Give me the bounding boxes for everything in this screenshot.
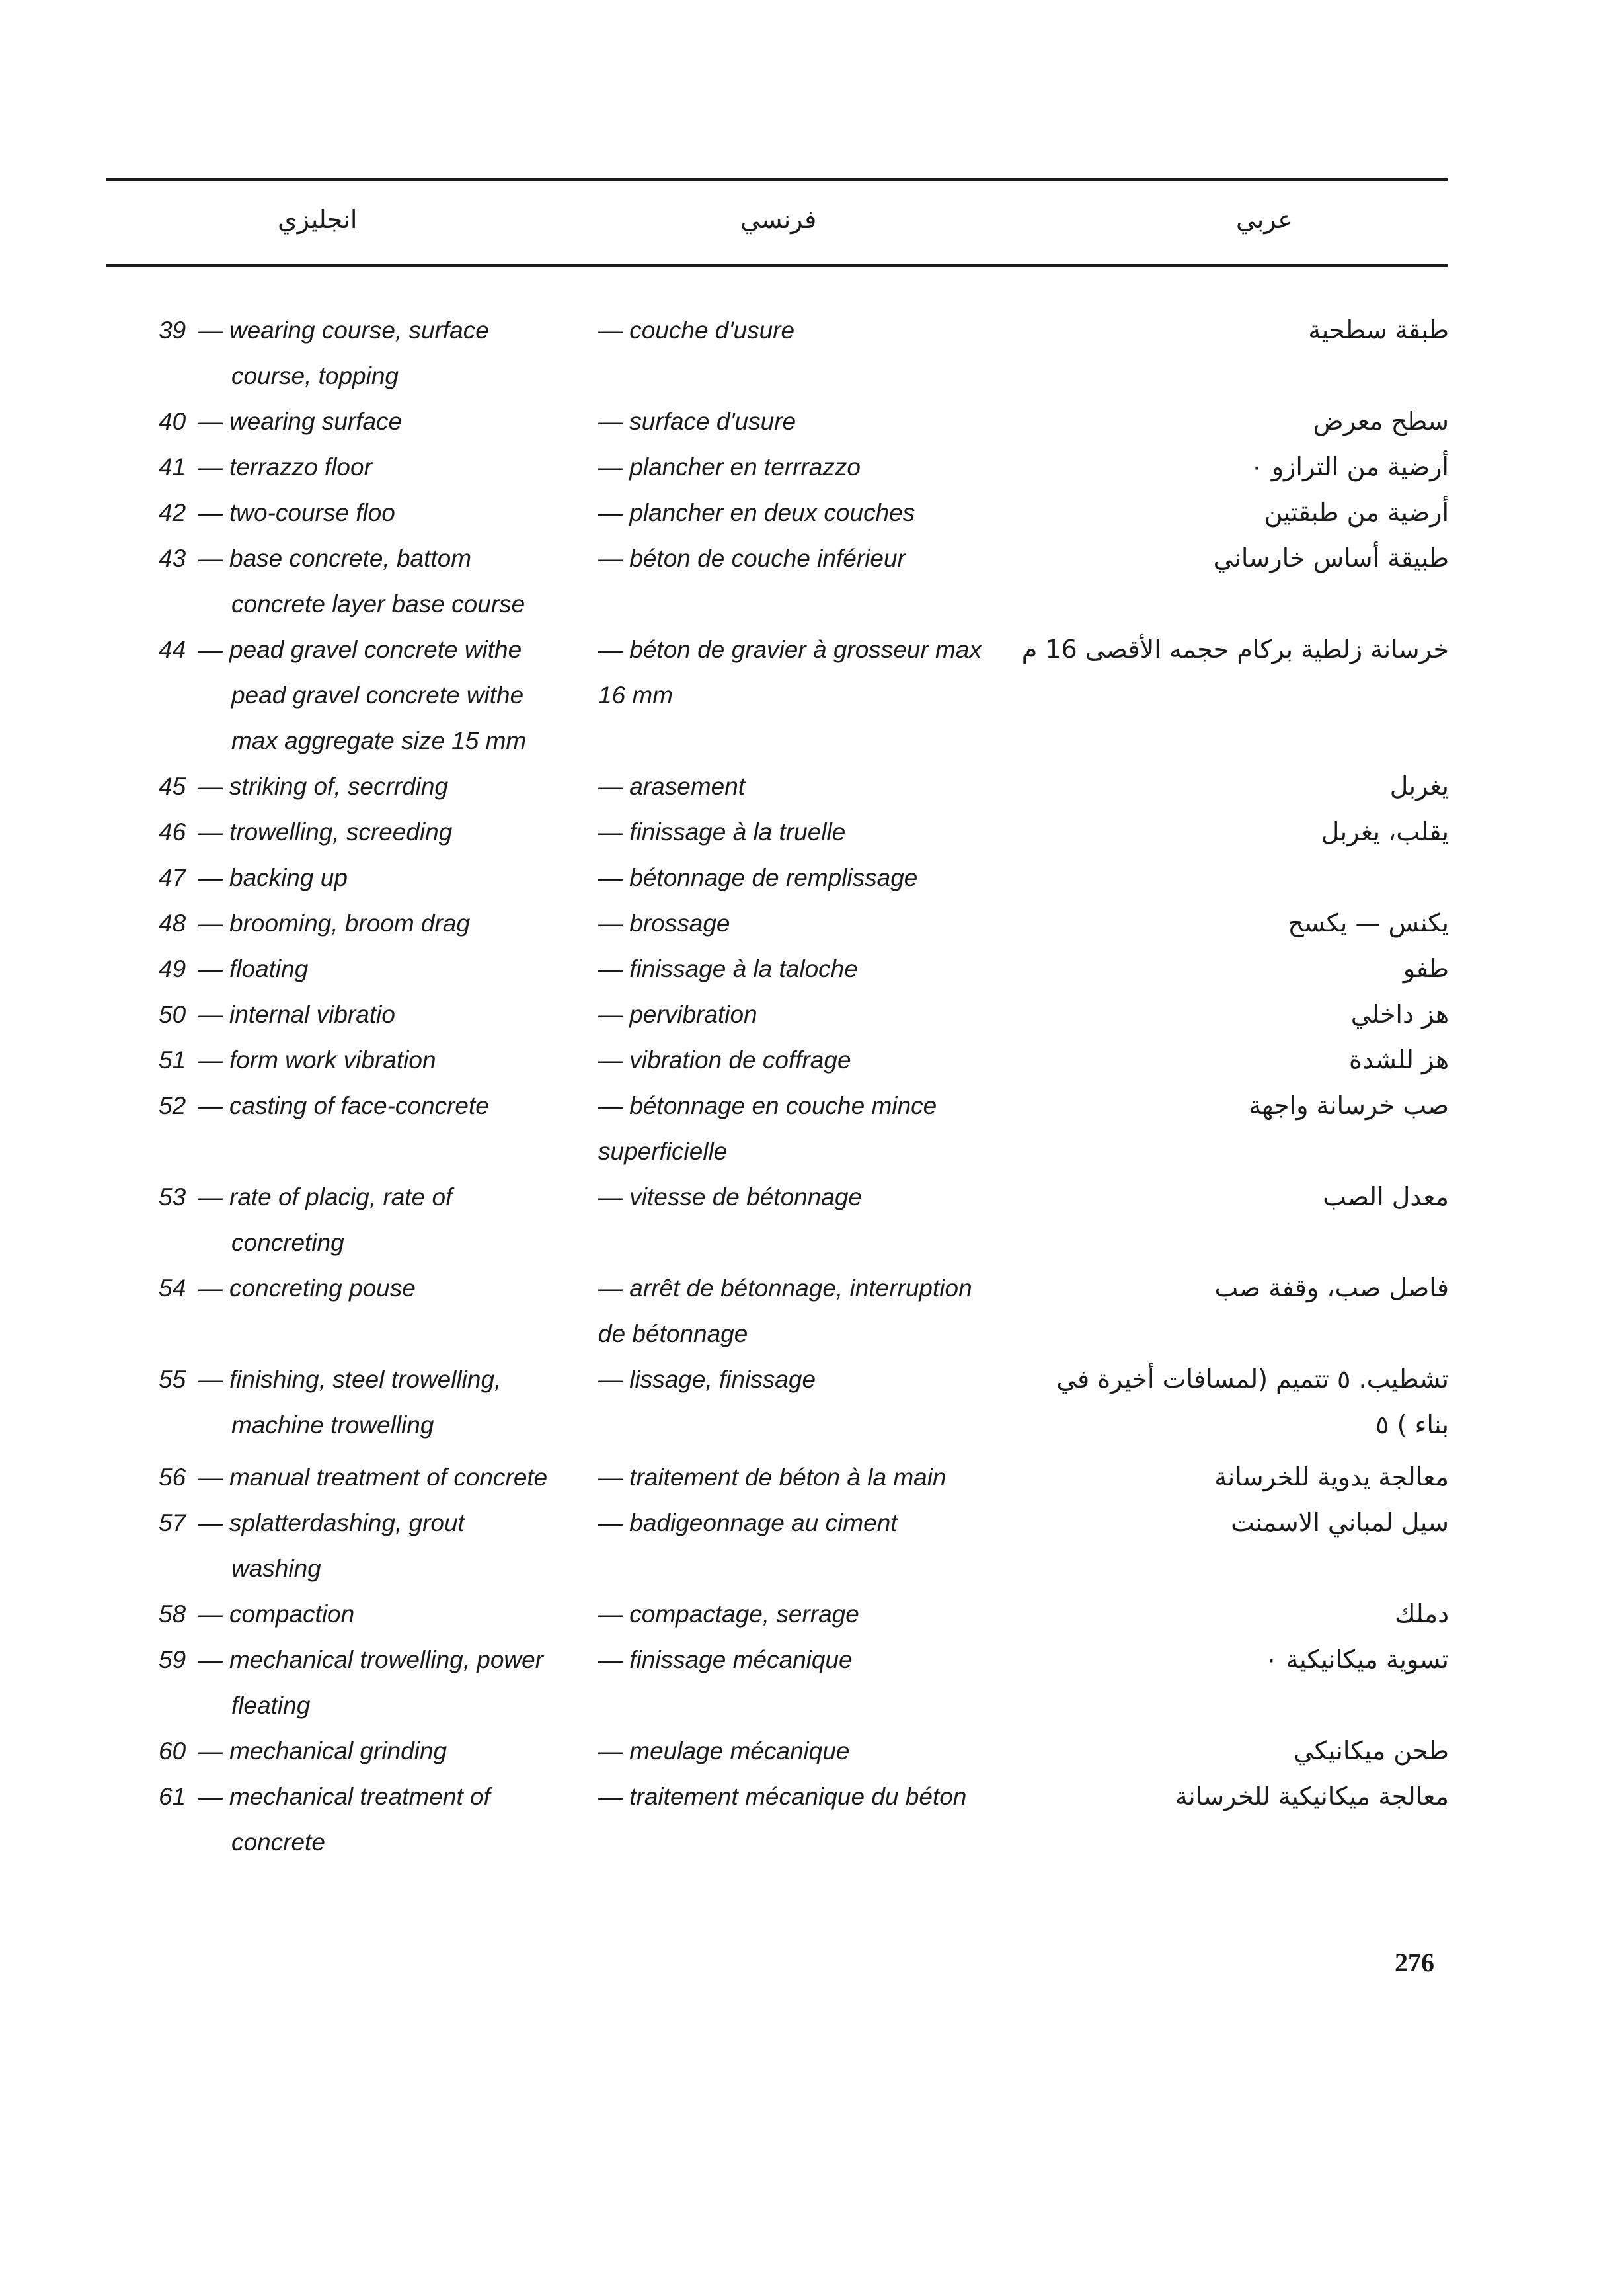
arabic-term: [986, 1774, 1449, 1819]
english-term-line: machine trowelling: [231, 1411, 434, 1439]
french-term-line: — pervibration: [598, 1001, 757, 1028]
dash-separator: —: [198, 1275, 223, 1302]
arabic-term: [986, 1357, 1449, 1448]
entry-number: 44: [159, 636, 186, 663]
english-term-line: [198, 399, 582, 444]
english-term-text: wearing surface: [229, 408, 403, 435]
dash-separator: —: [198, 1509, 223, 1536]
entry-number: 57: [159, 1509, 186, 1536]
entry-number: 56: [159, 1464, 186, 1491]
english-term: [198, 1454, 582, 1500]
arabic-term: [986, 444, 1449, 490]
french-term-line: de bétonnage: [598, 1320, 748, 1347]
english-term: [198, 1174, 582, 1265]
english-term-text: mechanical trowelling, power: [229, 1646, 544, 1673]
dash-separator: —: [198, 499, 223, 526]
french-term: [598, 946, 1021, 992]
arabic-term-line: دملك: [1395, 1599, 1449, 1628]
arabic-term-line: يقلب، يغربل: [1321, 817, 1449, 846]
dash-separator: —: [198, 454, 223, 481]
entry-number: 39: [159, 317, 186, 344]
english-term-text: compaction: [229, 1601, 355, 1628]
entry-number: 40: [159, 408, 186, 435]
dash-separator: —: [198, 1001, 223, 1028]
french-term: [598, 399, 1021, 444]
entry-number: 49: [159, 955, 186, 982]
english-term-text: rate of placig, rate of: [229, 1183, 453, 1210]
entry-number: 48: [159, 910, 186, 937]
arabic-term: [986, 946, 1449, 992]
english-term: [198, 490, 582, 535]
arabic-term: [986, 809, 1449, 855]
french-term-line: — finissage mécanique: [598, 1646, 853, 1673]
english-term-text: brooming, broom drag: [229, 910, 471, 937]
arabic-term: [986, 992, 1449, 1037]
arabic-term-line: تسوية ميكانيكية ٠: [1264, 1645, 1449, 1674]
arabic-term-line: بناء ) ٥: [1375, 1410, 1449, 1439]
english-term-line: washing: [231, 1555, 321, 1582]
french-term-line: — surface d'usure: [598, 408, 796, 435]
dash-separator: —: [198, 1047, 223, 1074]
french-term-line: — traitement mécanique du béton: [598, 1783, 967, 1810]
english-term-line: [198, 307, 582, 353]
french-term-line: — traitement de béton à la main: [598, 1464, 947, 1491]
arabic-term: [986, 535, 1449, 581]
header-french: فرنسي: [740, 205, 817, 234]
dash-separator: —: [198, 864, 223, 891]
french-term-line: — meulage mécanique: [598, 1737, 850, 1764]
arabic-term: [986, 1637, 1449, 1682]
arabic-term-line: معالجة ميكانيكية للخرسانة: [1175, 1782, 1449, 1811]
french-term: [598, 1454, 1021, 1500]
arabic-term-line: صب خرسانة واجهة: [1249, 1091, 1449, 1120]
english-term-text: mechanical treatment of: [229, 1783, 490, 1810]
arabic-term: [986, 307, 1449, 353]
french-term: [598, 1774, 1021, 1819]
english-term: [198, 764, 582, 809]
arabic-term: [986, 627, 1449, 672]
arabic-term-line: معالجة يدوية للخرسانة: [1214, 1462, 1449, 1491]
arabic-term-line: هز للشدة: [1349, 1045, 1449, 1074]
english-term-line: [198, 992, 582, 1037]
dash-separator: —: [198, 818, 223, 846]
french-term: [598, 490, 1021, 535]
english-term: [198, 1083, 582, 1128]
arabic-term: [986, 399, 1449, 444]
english-term-text: internal vibratio: [229, 1001, 395, 1028]
dash-separator: —: [198, 545, 223, 572]
english-term: [198, 1774, 582, 1865]
french-term-line: — bétonnage de remplissage: [598, 864, 918, 891]
english-term-text: trowelling, screeding: [229, 818, 453, 846]
arabic-term-line: يغربل: [1389, 772, 1449, 801]
french-term-line: — béton de couche inférieur: [598, 545, 906, 572]
english-term: [198, 1591, 582, 1637]
arabic-term-line: هز داخلي: [1350, 1000, 1449, 1029]
entry-number: 59: [159, 1646, 186, 1673]
french-term-line: — badigeonnage au ciment: [598, 1509, 898, 1536]
english-term-text: splatterdashing, grout: [229, 1509, 465, 1536]
english-term-line: max aggregate size 15 mm: [231, 727, 527, 754]
english-term-text: floating: [229, 955, 309, 982]
french-term-line: — couche d'usure: [598, 317, 795, 344]
french-term-line: — compactage, serrage: [598, 1601, 859, 1628]
arabic-term-line: أرضية من طبقتين: [1264, 498, 1449, 527]
entry-number: 61: [159, 1783, 186, 1810]
arabic-term-line: طبقة سطحية: [1308, 315, 1449, 344]
english-term-line: [198, 1500, 582, 1546]
french-term-line: — vitesse de bétonnage: [598, 1183, 863, 1210]
english-term: [198, 1500, 582, 1591]
english-term: [198, 444, 582, 490]
dash-separator: —: [198, 910, 223, 937]
english-term-line: [198, 855, 582, 900]
english-term: [198, 627, 582, 764]
english-term: [198, 946, 582, 992]
english-term: [198, 809, 582, 855]
english-term-line: pead gravel concrete withe: [231, 682, 524, 709]
entry-number: 46: [159, 818, 186, 846]
french-term: [598, 764, 1021, 809]
dash-separator: —: [198, 1646, 223, 1673]
arabic-term: [986, 490, 1449, 535]
page-number: 276: [1395, 1948, 1434, 1977]
header-arabic: عربي: [1236, 205, 1293, 234]
french-term-line: — plancher en deux couches: [598, 499, 915, 526]
french-term-line: — béton de gravier à grosseur max: [598, 636, 982, 663]
dash-separator: —: [198, 1183, 223, 1210]
english-term: [198, 1728, 582, 1774]
dash-separator: —: [198, 1601, 223, 1628]
french-term: [598, 992, 1021, 1037]
arabic-term-line: يكنس — يكسح: [1288, 908, 1449, 937]
entry-number: 55: [159, 1366, 186, 1393]
entry-number: 52: [159, 1092, 186, 1119]
english-term-line: [198, 1083, 582, 1128]
arabic-term: [986, 1454, 1449, 1500]
english-term-text: terrazzo floor: [229, 454, 372, 481]
english-term-line: [198, 809, 582, 855]
french-term: [598, 900, 1021, 946]
entry-number: 42: [159, 499, 186, 526]
french-term-line: — brossage: [598, 910, 730, 937]
french-term: [598, 1174, 1021, 1220]
english-term-line: [198, 1637, 582, 1682]
header-english: انجليزي: [278, 205, 358, 234]
french-term-line: — bétonnage en couche mince: [598, 1092, 937, 1119]
entry-number: 58: [159, 1601, 186, 1628]
english-term: [198, 855, 582, 900]
arabic-term-line: أرضية من الترازو ٠: [1250, 452, 1449, 481]
dash-separator: —: [198, 1366, 223, 1393]
english-term-text: wearing course, surface: [229, 317, 489, 344]
french-term: [598, 307, 1021, 353]
english-term-line: concrete: [231, 1829, 325, 1856]
english-term: [198, 1265, 582, 1311]
french-term: [598, 1265, 1021, 1357]
english-term-line: [198, 627, 582, 672]
arabic-term: [986, 1728, 1449, 1774]
french-term: [598, 627, 1021, 718]
french-term-line: — plancher en terrrazzo: [598, 454, 861, 481]
arabic-term: [986, 900, 1449, 946]
french-term: [598, 1357, 1021, 1402]
french-term-line: — lissage, finissage: [598, 1366, 816, 1393]
english-term-line: [198, 946, 582, 992]
english-term-text: striking of, secrrding: [229, 773, 449, 800]
entry-number: 60: [159, 1737, 186, 1764]
arabic-term: [986, 1037, 1449, 1083]
french-term: [598, 1500, 1021, 1546]
english-term: [198, 307, 582, 399]
english-term-text: mechanical grinding: [229, 1737, 447, 1764]
arabic-term: [986, 1265, 1449, 1311]
french-term-line: superficielle: [598, 1138, 728, 1165]
dash-separator: —: [198, 955, 223, 982]
english-term-text: base concrete, battom: [229, 545, 472, 572]
entry-number: 50: [159, 1001, 186, 1028]
english-term-line: [198, 900, 582, 946]
french-term: [598, 1037, 1021, 1083]
english-term: [198, 1037, 582, 1083]
dash-separator: —: [198, 1737, 223, 1764]
english-term-line: course, topping: [231, 362, 399, 389]
arabic-term-line: طفو: [1403, 954, 1449, 983]
arabic-term-line: معدل الصب: [1323, 1182, 1449, 1211]
english-term-line: [198, 535, 582, 581]
french-term: [598, 1728, 1021, 1774]
english-term-line: [198, 1265, 582, 1311]
english-term: [198, 1637, 582, 1728]
english-term-line: [198, 1174, 582, 1220]
english-term-text: backing up: [229, 864, 348, 891]
english-term-line: fleating: [231, 1692, 311, 1719]
english-term-text: casting of face-concrete: [229, 1092, 489, 1119]
english-term-text: pead gravel concrete withe: [229, 636, 522, 663]
english-term-text: concreting pouse: [229, 1275, 416, 1302]
arabic-term-line: خرسانة زلطية بركام حجمه الأقصى 16 م: [1021, 635, 1449, 664]
english-term-line: [198, 1037, 582, 1083]
dash-separator: —: [198, 408, 223, 435]
french-term-line: — arasement: [598, 773, 746, 800]
english-term-text: manual treatment of concrete: [229, 1464, 548, 1491]
arabic-term: [986, 1591, 1449, 1637]
french-term-line: — finissage à la truelle: [598, 818, 846, 846]
arabic-term-line: فاصل صب، وقفة صب: [1214, 1273, 1449, 1302]
dash-separator: —: [198, 317, 223, 344]
english-term-line: [198, 1728, 582, 1774]
french-term: [598, 1591, 1021, 1637]
dash-separator: —: [198, 773, 223, 800]
english-term: [198, 900, 582, 946]
french-term-line: — arrêt de bétonnage, interruption: [598, 1275, 972, 1302]
english-term: [198, 535, 582, 627]
arabic-term-line: سيل لمباني الاسمنت: [1231, 1508, 1449, 1537]
french-term: [598, 809, 1021, 855]
french-term-line: — finissage à la taloche: [598, 955, 858, 982]
english-term: [198, 399, 582, 444]
english-term: [198, 1357, 582, 1448]
entry-number: 54: [159, 1275, 186, 1302]
english-term-line: [198, 490, 582, 535]
english-term-line: [198, 1357, 582, 1402]
arabic-term-line: تشطيب. ٥ تتميم (لمسافات أخيرة في: [1056, 1365, 1449, 1394]
english-term-text: finishing, steel trowelling,: [229, 1366, 502, 1393]
arabic-term-line: طحن ميكانيكي: [1294, 1736, 1449, 1765]
dash-separator: —: [198, 1783, 223, 1810]
english-term-line: [198, 444, 582, 490]
dash-separator: —: [198, 1092, 223, 1119]
english-term-line: [198, 1774, 582, 1819]
english-term-line: concreting: [231, 1229, 344, 1256]
french-term-line: — vibration de coffrage: [598, 1047, 851, 1074]
entry-number: 51: [159, 1047, 186, 1074]
arabic-term: [986, 1174, 1449, 1220]
dash-separator: —: [198, 1464, 223, 1491]
arabic-term-line: طبيقة أساس خارساني: [1213, 543, 1449, 573]
entry-number: 47: [159, 864, 186, 891]
french-term: [598, 855, 1021, 900]
arabic-term-line: سطح معرض: [1313, 407, 1449, 436]
entry-number: 45: [159, 773, 186, 800]
french-term: [598, 1083, 1021, 1174]
entry-number: 53: [159, 1183, 186, 1210]
french-term-line: 16 mm: [598, 682, 674, 709]
english-term-text: two-course floo: [229, 499, 395, 526]
entry-number: 41: [159, 454, 186, 481]
english-term-line: [198, 1591, 582, 1637]
arabic-term: [986, 1500, 1449, 1546]
english-term-line: [198, 1454, 582, 1500]
arabic-term: [986, 764, 1449, 809]
english-term-line: concrete layer base course: [231, 590, 525, 617]
dash-separator: —: [198, 636, 223, 663]
french-term: [598, 444, 1021, 490]
arabic-term: [986, 1083, 1449, 1128]
english-term-text: form work vibration: [229, 1047, 436, 1074]
french-term: [598, 1637, 1021, 1682]
entry-number: 43: [159, 545, 186, 572]
english-term: [198, 992, 582, 1037]
english-term-line: [198, 764, 582, 809]
french-term: [598, 535, 1021, 581]
